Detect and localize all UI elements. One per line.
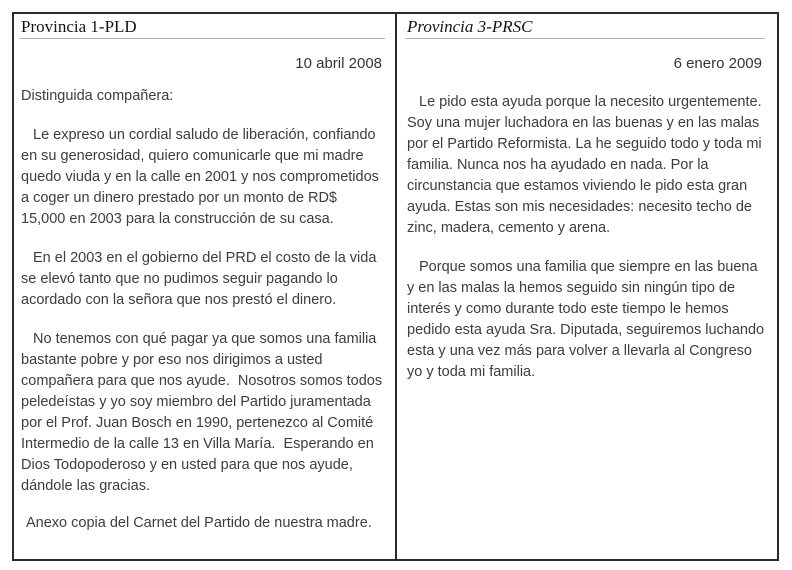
pld-letter-annex-note: Anexo copia del Carnet del Partido de nuestra madre. <box>26 515 372 531</box>
pld-letter-salutation: Distinguida compañera: <box>21 88 174 104</box>
letters-table <box>12 12 779 561</box>
pld-letter-date: 10 abril 2008 <box>295 55 382 72</box>
prsc-letter-paragraph-1: Le pido esta ayuda porque la necesito urgentemente. Soy una mujer luchadora en las buenas y en las malas por el Partido Reformista. La he seguido todo y toda mi familia. Nunca nos ha ayudado en nada. Por la circunstancia que estamos viviendo le pido esta gran ayuda. Estas son mis necesidades: necesito techo de zinc, madera, cemento y arena. <box>407 94 770 236</box>
prsc-letter-header: Provincia 3-PRSC <box>405 15 765 39</box>
pld-letter-paragraph-3: No tenemos con qué pagar ya que somos una familia bastante pobre y por eso nos dirigimos a usted compañera para que nos ayude. Nosotros somos todos peledeístas y yo soy miembro del Partido juramentada por el Prof. Juan Bosch en 1990, pertenezco al Comité Intermedio de la calle 13 en Villa María. Esperando en Dios Todopoderoso y en usted para que nos ayude, dándole las gracias. <box>21 331 387 494</box>
pld-letter-paragraph-2: En el 2003 en el gobierno del PRD el costo de la vida se elevó tanto que no pudimos seguir pagando lo acordado con la señora que nos prestó el dinero. <box>21 250 381 308</box>
pld-letter-paragraph-1: Le expreso un cordial saludo de liberación, confiando en su generosidad, quiero comunicarle que mi madre quedo viuda y en la calle en 2001 y nos comprometidos a coger un dinero prestado por un monto de RD$ 15,000 en 2003 para la construcción de su casa. <box>21 127 383 227</box>
prsc-letter-date: 6 enero 2009 <box>673 55 762 72</box>
letter-column-pld <box>14 14 397 559</box>
prsc-letter-paragraph-2: Porque somos una familia que siempre en las buena y en las malas la hemos seguido sin ningún tipo de interés y como durante todo este tiempo le hemos pedido esta ayuda Sra. Diputada, seguiremos luchando esta y una vez más para volver a llevarla al Congreso yo y toda mi familia. <box>407 259 769 380</box>
pld-letter-header: Provincia 1-PLD <box>19 15 385 39</box>
letter-column-prsc <box>397 14 777 559</box>
